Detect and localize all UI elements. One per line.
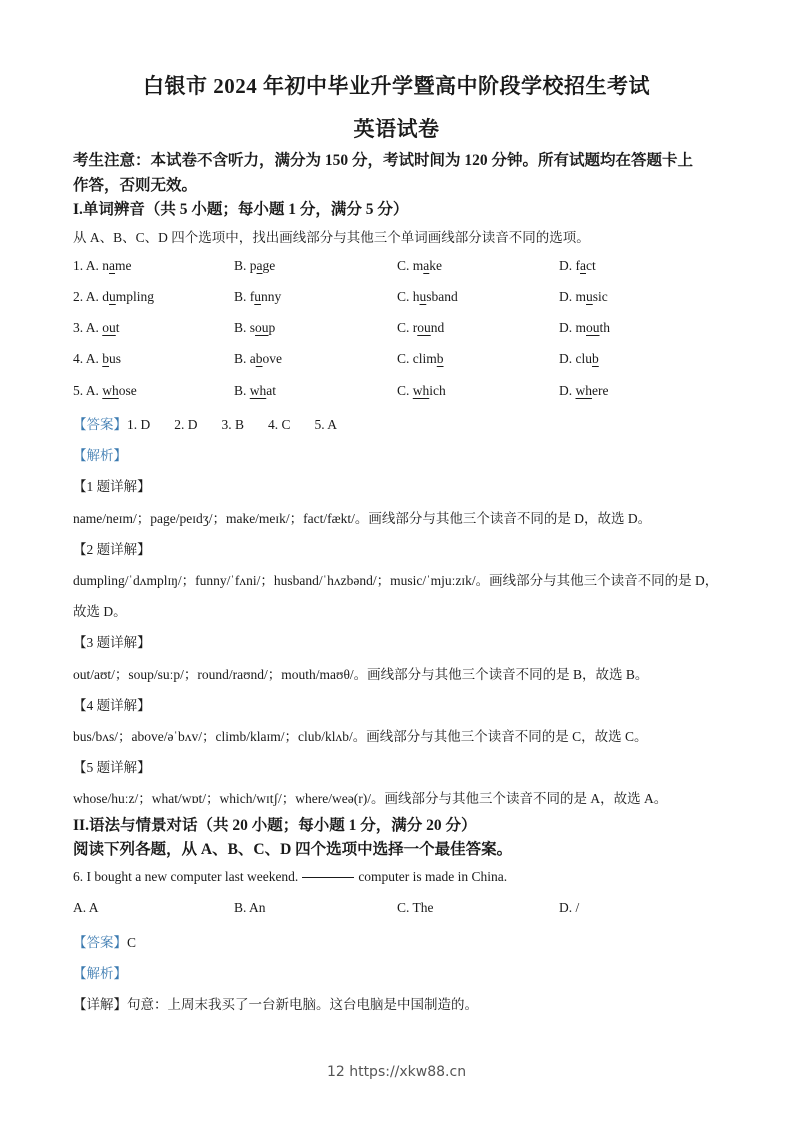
detail-heading-2: 【2 题详解】 — [73, 542, 151, 557]
question-row-6 — [73, 900, 733, 920]
detail-heading-4: 【4 题详解】 — [73, 698, 151, 713]
exam-title: 白银市 2024 年初中毕业升学暨高中阶段学校招生考试 — [143, 74, 650, 98]
section1-instruction: 从 A、B、C、D 四个选项中，找出画线部分与其他三个单词画线部分读音不同的选项。 — [73, 230, 590, 245]
detail-q6 — [73, 993, 478, 1013]
option-3d: D. mouth — [559, 320, 611, 335]
option-1b: B. page — [234, 258, 276, 273]
answer-blank — [302, 877, 354, 878]
exam-subtitle: 英语试卷 — [353, 117, 440, 141]
question-row-5 — [73, 383, 733, 403]
page-footer: 12 https://xkw88.cn — [326, 1064, 467, 1080]
section2-instruction: 阅读下列各题，从 A、B、C、D 四个选项中选择一个最佳答案。 — [73, 841, 513, 858]
detail-text-4: bus/bʌs/；above/əˈbʌv/；climb/klaɪm/；club/klʌb/。画线部分与其他三个读音不同的是 C，故选 C。 — [73, 729, 648, 744]
question-row-2 — [73, 289, 733, 309]
option-6b: B. An — [234, 900, 266, 915]
answer-4: 4. C — [268, 417, 291, 432]
section1-heading: I.单词辨音（共 5 小题；每小题 1 分，满分 5 分） — [73, 201, 409, 218]
analysis-label-q6: 【解析】 — [73, 966, 127, 981]
option-5a: 5. A. whose — [73, 383, 137, 398]
option-2a: 2. A. dumpling — [73, 289, 155, 304]
option-4a: 4. A. bus — [73, 351, 122, 366]
detail-label-q6: 【详解】 — [73, 997, 127, 1012]
detail-text-q6: 句意：上周末我买了一台新电脑。这台电脑是中国制造的。 — [127, 997, 478, 1012]
option-5c: C. which — [397, 383, 446, 398]
option-2c: C. husband — [397, 289, 458, 304]
answer-5: 5. A — [314, 417, 338, 432]
answer-3: 3. B — [221, 417, 245, 432]
option-4b: B. above — [234, 351, 283, 366]
option-1a: 1. A. name — [73, 258, 132, 273]
detail-heading-5: 【5 题详解】 — [73, 760, 151, 775]
question-row-4 — [73, 351, 733, 371]
option-5d: D. where — [559, 383, 609, 398]
answer-label: 【答案】 — [73, 417, 127, 432]
question-row-1 — [73, 258, 733, 278]
question-6-stem: 6. I bought a new computer last weekend. computer is made in China. — [73, 869, 508, 884]
answer-line-q6 — [73, 931, 136, 951]
answer-q6: C — [127, 935, 137, 950]
option-6a: A. A — [73, 900, 99, 915]
option-2d: D. music — [559, 289, 608, 304]
option-3b: B. soup — [234, 320, 276, 335]
option-3c: C. round — [397, 320, 445, 335]
option-1c: C. make — [397, 258, 443, 273]
detail-heading-1: 【1 题详解】 — [73, 479, 151, 494]
option-4c: C. climb — [397, 351, 444, 366]
detail-text-1: name/neɪm/；page/peɪdʒ/；make/meɪk/；fact/fækt/。画线部分与其他三个读音不同的是 D，故选 D。 — [73, 511, 652, 526]
analysis-label: 【解析】 — [73, 448, 127, 463]
detail-text-5: whose/huːz/；what/wɒt/；which/wɪtʃ/；where/weə(r)/。画线部分与其他三个读音不同的是 A，故选 A。 — [73, 791, 668, 806]
detail-heading-3: 【3 题详解】 — [73, 635, 151, 650]
detail-text-3: out/aʊt/；soup/suːp/；round/raʊnd/；mouth/maʊθ/。画线部分与其他三个读音不同的是 B，故选 B。 — [73, 667, 649, 682]
option-2b: B. funny — [234, 289, 282, 304]
option-6d: D. / — [559, 900, 580, 915]
notice-line-2: 作答，否则无效。 — [73, 177, 198, 194]
question-row-3 — [73, 320, 733, 340]
answer-1: 1. D — [127, 417, 151, 432]
option-1d: D. fact — [559, 258, 596, 273]
detail-text-2b: 故选 D。 — [73, 604, 127, 619]
option-3a: 3. A. out — [73, 320, 120, 335]
answer-line-section1 — [73, 413, 361, 433]
detail-text-2a: dumpling/ˈdʌmplɪŋ/；funny/ˈfʌni/；husband/ˈhʌzbənd/；music/ˈmjuːzɪk/。画线部分与其他三个读音不同的是 D， — [73, 573, 719, 588]
option-5b: B. what — [234, 383, 277, 398]
option-4d: D. club — [559, 351, 599, 366]
option-6c: C. The — [397, 900, 434, 915]
answer-2: 2. D — [174, 417, 198, 432]
section2-heading: II.语法与情景对话（共 20 小题；每小题 1 分，满分 20 分） — [73, 817, 477, 834]
answer-label-q6: 【答案】 — [73, 935, 127, 950]
notice-line-1: 考生注意：本试卷不含听力，满分为 150 分，考试时间为 120 分钟。所有试题均在答题卡上 — [73, 152, 694, 169]
